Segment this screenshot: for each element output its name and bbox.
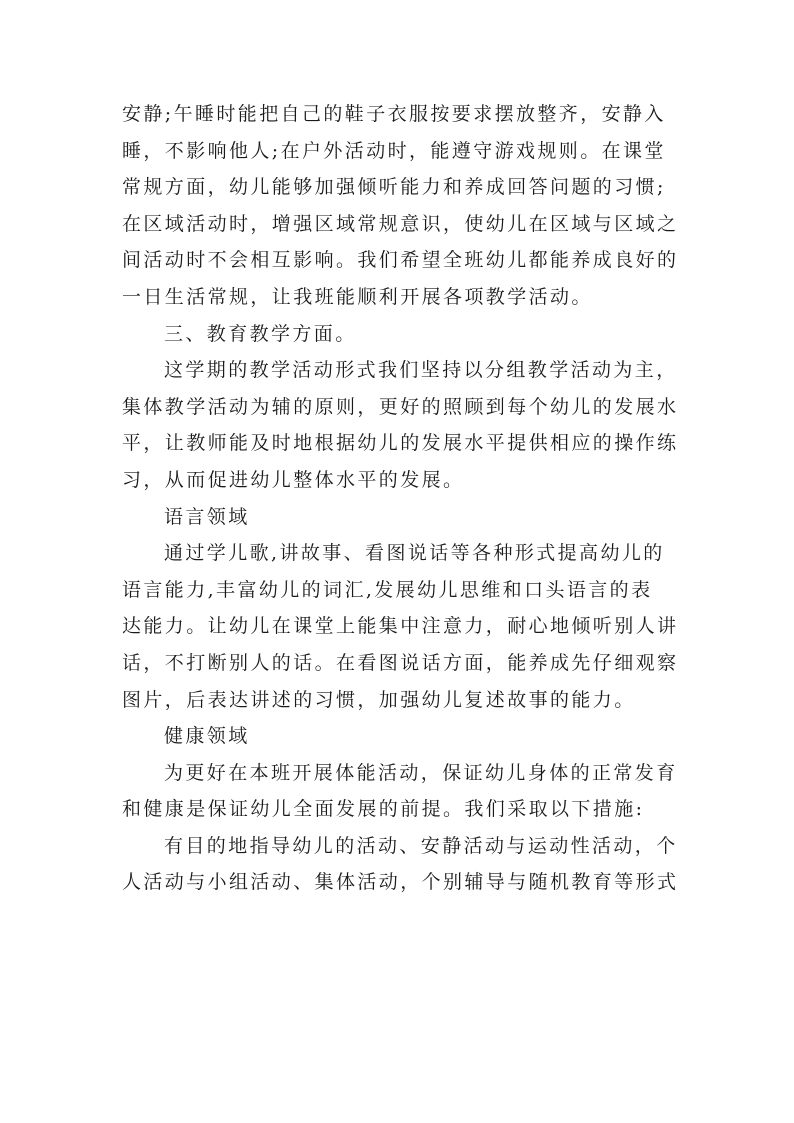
paragraph-line: 图片，后表达讲述的习惯，加强幼儿复述故事的能力。 <box>122 688 636 711</box>
paragraph-line: 在区域活动时，增强区域常规意识，使幼儿在区域与区域之 <box>122 212 679 235</box>
paragraph-line: 和健康是保证幼儿全面发展的前提。我们采取以下措施: <box>122 798 645 821</box>
paragraph-line: 这学期的教学活动形式我们坚持以分组教学活动为主， <box>164 359 678 382</box>
paragraph-line: 达能力。让幼儿在课堂上能集中注意力，耐心地倾听别人讲 <box>122 615 679 638</box>
paragraph-line: 集体教学活动为辅的原则，更好的照顾到每个幼儿的发展水 <box>122 395 679 418</box>
paragraph-line: 语言能力,丰富幼儿的词汇,发展幼儿思维和口头语言的表 <box>122 578 653 601</box>
paragraph-line: 一日生活常规，让我班能顺利开展各项教学活动。 <box>122 285 593 308</box>
section-heading: 三、教育教学方面。 <box>164 322 357 345</box>
paragraph-line: 常规方面，幼儿能够加强倾听能力和养成回答问题的习惯; <box>122 176 666 199</box>
paragraph-line: 有目的地指导幼儿的活动、安静活动与运动性活动，个 <box>164 834 678 857</box>
paragraph-line: 平，让教师能及时地根据幼儿的发展水平提供相应的操作练 <box>122 432 679 455</box>
paragraph-line: 睡，不影响他人;在户外活动时，能遵守游戏规则。在课堂 <box>122 139 666 162</box>
paragraph-line: 间活动时不会相互影响。我们希望全班幼儿都能养成良好的 <box>122 249 679 272</box>
paragraph-line: 话，不打断别人的话。在看图说话方面，能养成先仔细观察 <box>122 651 679 674</box>
subsection-heading: 健康领域 <box>164 725 250 748</box>
subsection-heading: 语言领域 <box>164 505 250 528</box>
document-body <box>122 96 678 901</box>
paragraph-line: 人活动与小组活动、集体活动，个别辅导与随机教育等形式 <box>122 871 679 894</box>
paragraph-line: 通过学儿歌,讲故事、看图说话等各种形式提高幼儿的 <box>164 542 665 565</box>
paragraph-line: 习，从而促进幼儿整体水平的发展。 <box>122 468 465 491</box>
paragraph-line: 安静;午睡时能把自己的鞋子衣服按要求摆放整齐，安静入 <box>122 103 666 125</box>
paragraph-line: 为更好在本班开展体能活动，保证幼儿身体的正常发育 <box>164 761 678 784</box>
